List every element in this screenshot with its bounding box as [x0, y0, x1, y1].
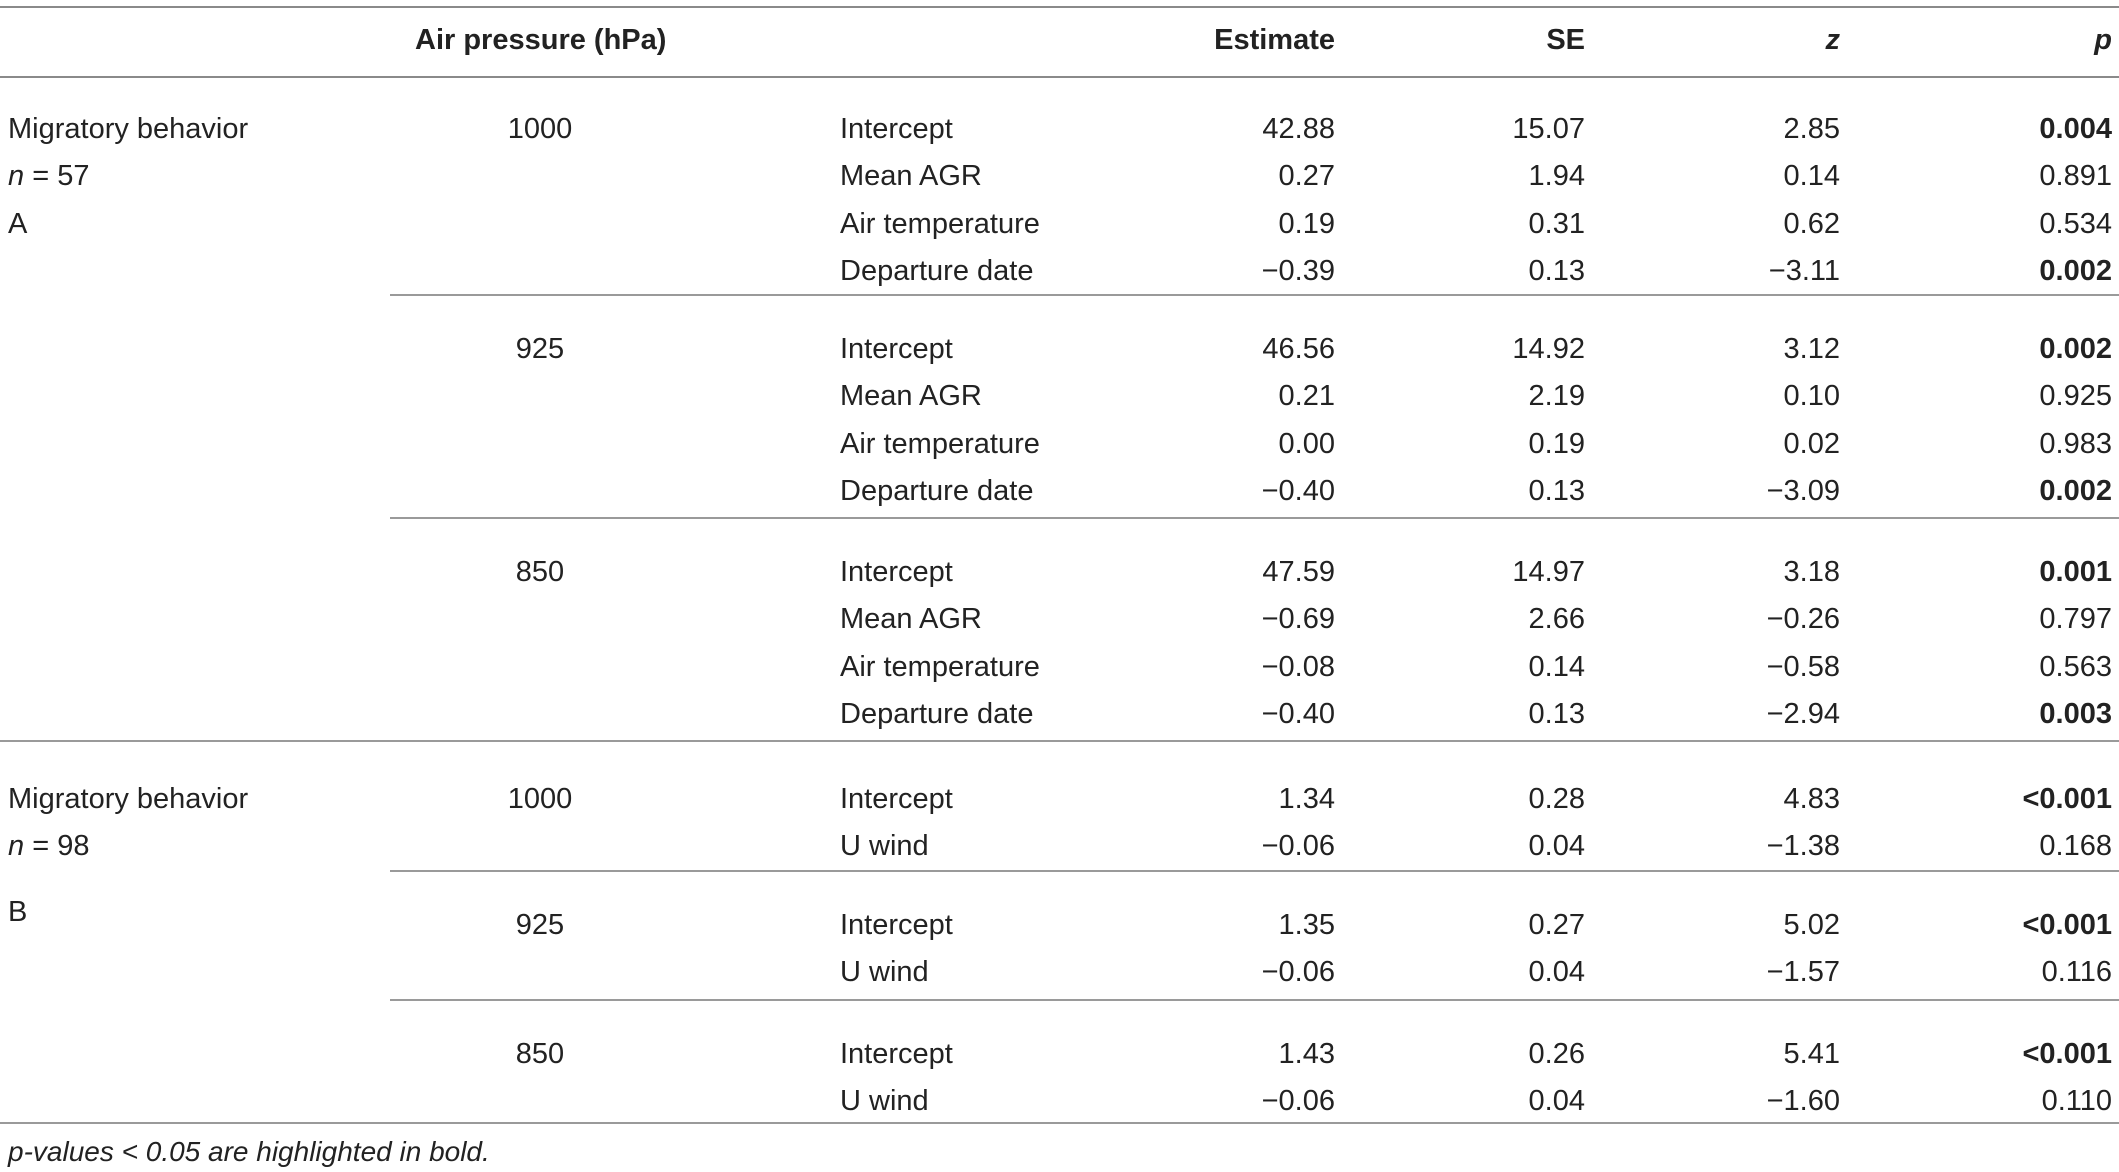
estimate-cell: 1.34: [1278, 783, 1335, 815]
se-cell: 2.66: [1528, 603, 1585, 636]
se-cell: 0.13: [1528, 254, 1585, 287]
group-label-line: B: [8, 896, 28, 928]
estimate-cell: 0.00: [1278, 427, 1335, 460]
table-top-rule: [0, 6, 2119, 8]
block-divider: [390, 517, 2119, 519]
term-cell: Intercept: [840, 909, 953, 941]
footnote-text: p-values < 0.05 are highlighted in bold.: [8, 1136, 490, 1167]
z-cell: −3.11: [1768, 254, 1840, 287]
p-value-cell: <0.001: [2022, 1038, 2112, 1070]
p-value-cell: 0.168: [2039, 830, 2112, 863]
p-value-cell: 0.925: [2039, 380, 2112, 413]
block-divider: [390, 999, 2119, 1001]
se-cell: 0.26: [1528, 1038, 1585, 1070]
table-bottom-rule: [0, 1122, 2119, 1124]
term-cell: Intercept: [840, 113, 953, 145]
se-cell: 14.92: [1512, 333, 1585, 365]
se-cell: 0.14: [1528, 650, 1585, 683]
p-value-cell: 0.001: [2039, 556, 2112, 588]
z-cell: −0.26: [1766, 603, 1840, 636]
p-value-cell: 0.002: [2039, 254, 2112, 287]
header-rule: [0, 76, 2119, 78]
term-cell: Mean AGR: [840, 160, 982, 193]
z-cell: 3.12: [1783, 333, 1840, 365]
z-cell: −0.58: [1766, 650, 1840, 683]
air-pressure-value: 1000: [507, 783, 573, 815]
air-pressure-value: 850: [515, 556, 565, 588]
air-pressure-value: 925: [515, 333, 565, 365]
se-cell: 0.04: [1528, 1085, 1585, 1118]
se-cell: 0.13: [1528, 474, 1585, 507]
se-cell: 0.13: [1528, 697, 1585, 730]
p-value-cell: 0.983: [2039, 427, 2112, 460]
estimate-cell: −0.06: [1261, 956, 1335, 989]
term-cell: Air temperature: [840, 427, 1040, 460]
z-cell: 5.41: [1783, 1038, 1840, 1070]
p-value-cell: <0.001: [2022, 909, 2112, 941]
estimate-cell: −0.08: [1261, 650, 1335, 683]
header-estimate: Estimate: [1214, 24, 1335, 56]
term-cell: U wind: [840, 830, 929, 863]
term-cell: Intercept: [840, 1038, 953, 1070]
estimate-cell: 1.35: [1278, 909, 1335, 941]
z-cell: 0.02: [1783, 427, 1840, 460]
se-cell: 0.04: [1528, 830, 1585, 863]
header-z: z: [1825, 24, 1840, 56]
se-cell: 0.19: [1528, 427, 1585, 460]
z-cell: 5.02: [1783, 909, 1840, 941]
term-cell: Air temperature: [840, 650, 1040, 683]
estimate-cell: −0.39: [1261, 254, 1335, 287]
term-cell: Mean AGR: [840, 380, 982, 413]
group-divider: [0, 740, 2119, 742]
z-cell: −3.09: [1766, 474, 1840, 507]
header-se: SE: [1546, 24, 1585, 56]
term-cell: Air temperature: [840, 207, 1040, 240]
term-cell: U wind: [840, 956, 929, 989]
group-label-line: n = 57: [8, 160, 90, 193]
p-value-cell: 0.002: [2039, 333, 2112, 365]
z-cell: 0.62: [1783, 207, 1840, 240]
group-label-line: n = 98: [8, 830, 90, 863]
air-pressure-value: 850: [515, 1038, 565, 1070]
estimate-cell: 1.43: [1278, 1038, 1335, 1070]
header-p: p: [2094, 24, 2112, 56]
estimate-cell: 0.21: [1278, 380, 1335, 413]
z-cell: −1.60: [1766, 1085, 1840, 1118]
se-cell: 0.27: [1528, 909, 1585, 941]
z-cell: 0.10: [1783, 380, 1840, 413]
group-label-line: A: [8, 207, 28, 240]
header-air-pressure: Air pressure (hPa): [415, 24, 667, 56]
p-value-cell: <0.001: [2022, 783, 2112, 815]
z-cell: 2.85: [1783, 113, 1840, 145]
term-cell: U wind: [840, 1085, 929, 1118]
p-value-cell: 0.002: [2039, 474, 2112, 507]
z-cell: −2.94: [1766, 697, 1840, 730]
p-value-cell: 0.891: [2039, 160, 2112, 193]
air-pressure-value: 1000: [507, 113, 573, 145]
z-cell: 3.18: [1783, 556, 1840, 588]
se-cell: 1.94: [1528, 160, 1585, 193]
term-cell: Intercept: [840, 556, 953, 588]
se-cell: 0.31: [1528, 207, 1585, 240]
se-cell: 14.97: [1512, 556, 1585, 588]
estimate-cell: 42.88: [1262, 113, 1335, 145]
z-cell: 4.83: [1783, 783, 1840, 815]
z-cell: −1.57: [1766, 956, 1840, 989]
term-cell: Departure date: [840, 697, 1034, 730]
se-cell: 15.07: [1512, 113, 1585, 145]
p-value-cell: 0.004: [2039, 113, 2112, 145]
term-cell: Mean AGR: [840, 603, 982, 636]
estimate-cell: −0.40: [1261, 697, 1335, 730]
p-value-cell: 0.563: [2039, 650, 2112, 683]
term-cell: Intercept: [840, 783, 953, 815]
estimate-cell: 0.27: [1278, 160, 1335, 193]
table-footnote: [8, 1136, 490, 1168]
estimate-cell: 46.56: [1262, 333, 1335, 365]
block-divider: [390, 870, 2119, 872]
block-divider: [390, 294, 2119, 296]
p-value-cell: 0.797: [2039, 603, 2112, 636]
estimate-cell: 47.59: [1262, 556, 1335, 588]
se-cell: 0.28: [1528, 783, 1585, 815]
group-label-line: Migratory behavior: [8, 113, 249, 145]
term-cell: Intercept: [840, 333, 953, 365]
air-pressure-value: 925: [515, 909, 565, 941]
p-value-cell: 0.534: [2039, 207, 2112, 240]
term-cell: Departure date: [840, 474, 1034, 507]
estimate-cell: −0.06: [1261, 830, 1335, 863]
se-cell: 2.19: [1528, 380, 1585, 413]
z-cell: −1.38: [1766, 830, 1840, 863]
p-value-cell: 0.003: [2039, 697, 2112, 730]
z-cell: 0.14: [1783, 160, 1840, 193]
estimate-cell: 0.19: [1278, 207, 1335, 240]
se-cell: 0.04: [1528, 956, 1585, 989]
estimate-cell: −0.69: [1261, 603, 1335, 636]
p-value-cell: 0.116: [2041, 956, 2112, 989]
group-label-line: Migratory behavior: [8, 783, 249, 815]
estimate-cell: −0.40: [1261, 474, 1335, 507]
p-value-cell: 0.110: [2041, 1085, 2112, 1118]
estimate-cell: −0.06: [1261, 1085, 1335, 1118]
term-cell: Departure date: [840, 254, 1034, 287]
